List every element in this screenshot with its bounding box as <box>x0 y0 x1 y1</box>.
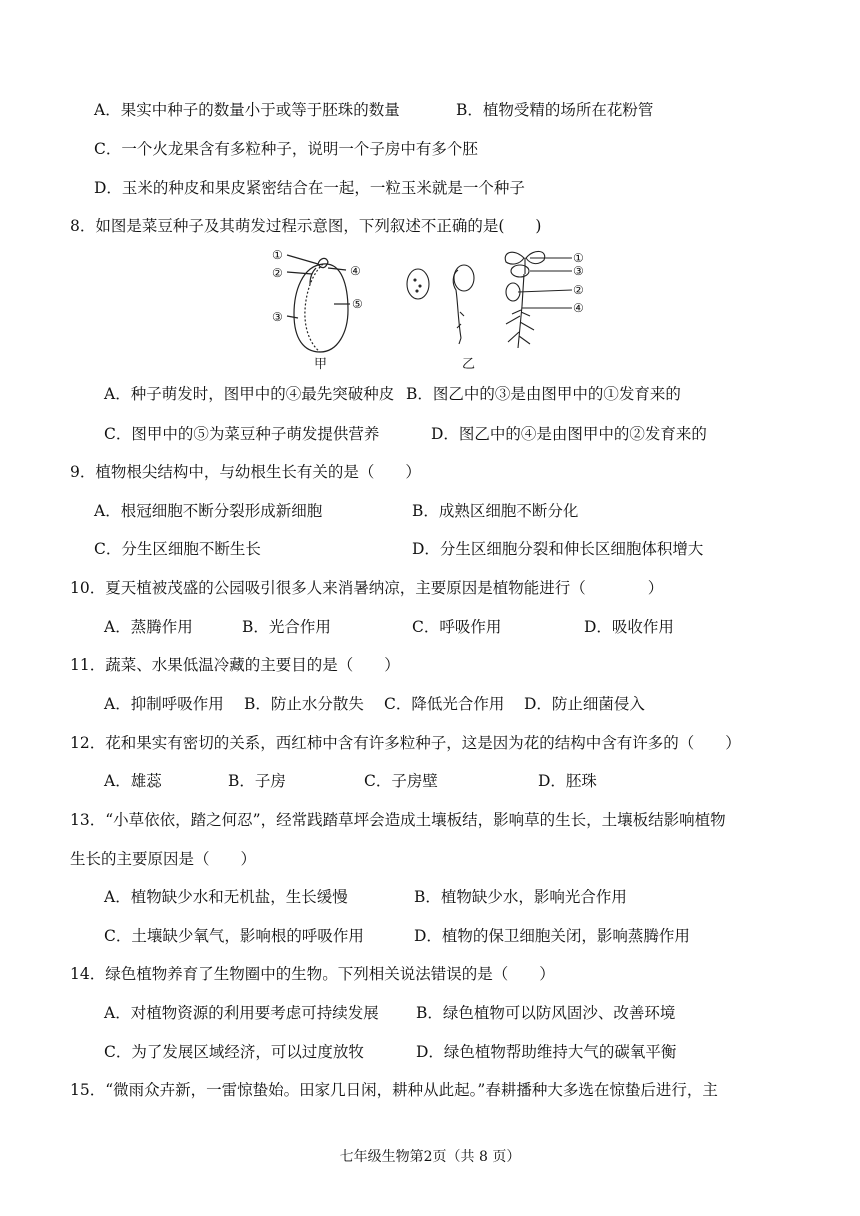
bean-seed-germination-diagram <box>268 244 598 372</box>
figure-yi-stage-2 <box>453 265 474 344</box>
q8-stem: 8．如图是菜豆种子及其萌发过程示意图，下列叙述不正确的是( ) <box>70 217 542 235</box>
q11-option-a: A．抑制呼吸作用 <box>104 695 224 713</box>
q9-option-a: A．根冠细胞不断分裂形成新细胞 <box>94 502 323 520</box>
q11-option-b: B．防止水分散失 <box>244 695 364 713</box>
q12-option-a: A．雄蕊 <box>104 772 162 790</box>
jia-mark-4: ④ <box>350 264 361 278</box>
q7-option-d: D．玉米的种皮和果皮紧密结合在一起，一粒玉米就是一个种子 <box>94 179 525 197</box>
q9-option-c: C．分生区细胞不断生长 <box>94 540 261 558</box>
q8-option-c: C．图甲中的⑤为菜豆种子萌发提供营养 <box>104 425 380 443</box>
figure-label-yi: 乙 <box>462 357 476 372</box>
q10-stem: 10．夏天植被茂盛的公园吸引很多人来消暑纳凉，主要原因是植物能进行（ ） <box>70 579 664 597</box>
q8-option-d: D．图乙中的④是由图甲中的②发育来的 <box>431 425 707 443</box>
q14-stem: 14．绿色植物养育了生物圈中的生物。下列相关说法错误的是（ ） <box>70 965 555 983</box>
q10-option-b: B．光合作用 <box>242 618 331 636</box>
q12-option-d: D．胚珠 <box>538 772 597 790</box>
q11-option-c: C．降低光合作用 <box>384 695 505 713</box>
figure-yi-stage-3 <box>505 251 572 348</box>
q13-stem-line-1: 13．“小草依依，踏之何忍”，经常践踏草坪会造成土壤板结，影响草的生长，土壤板结影响植物 <box>70 811 726 829</box>
q8-option-b: B．图乙中的③是由图甲中的①发育来的 <box>406 385 681 403</box>
jia-mark-3: ③ <box>272 310 283 324</box>
yi-mark-2: ② <box>573 283 584 297</box>
figure-yi-stage-1 <box>407 269 429 299</box>
yi-mark-1: ① <box>573 251 584 265</box>
q13-stem-line-2: 生长的主要原因是（ ） <box>70 850 257 868</box>
q12-option-c: C．子房壁 <box>364 772 438 790</box>
yi-mark-3: ③ <box>573 264 584 278</box>
jia-mark-2: ② <box>272 266 283 280</box>
q8-figure <box>268 244 598 372</box>
q14-option-b: B．绿色植物可以防风固沙、改善环境 <box>416 1004 676 1022</box>
figure-jia-seed <box>287 255 350 352</box>
q7-option-c: C．一个火龙果含有多粒种子，说明一个子房中有多个胚 <box>94 140 478 158</box>
q10-option-c: C．呼吸作用 <box>412 618 502 636</box>
q11-option-d: D．防止细菌侵入 <box>524 695 645 713</box>
q12-stem: 12．花和果实有密切的关系，西红柿中含有许多粒种子，这是因为花的结构中含有许多的（ ） <box>70 734 741 752</box>
q13-option-b: B．植物缺少水，影响光合作用 <box>414 888 627 906</box>
q13-option-d: D．植物的保卫细胞关闭，影响蒸腾作用 <box>414 927 690 945</box>
q15-stem-line-1: 15．“微雨众卉新，一雷惊蛰始。田家几日闲，耕种从此起。”春耕播种大多选在惊蛰后进行，主 <box>70 1081 718 1099</box>
q12-option-b: B．子房 <box>228 772 286 790</box>
q9-option-b: B．成熟区细胞不断分化 <box>412 502 579 520</box>
q9-option-d: D．分生区细胞分裂和伸长区细胞体积增大 <box>412 540 704 558</box>
q7-option-a: A．果实中种子的数量小于或等于胚珠的数量 <box>94 101 400 119</box>
q14-option-c: C．为了发展区域经济，可以过度放牧 <box>104 1043 364 1061</box>
jia-mark-1: ① <box>272 248 283 262</box>
q8-option-a: A．种子萌发时，图甲中的④最先突破种皮 <box>104 385 395 403</box>
q13-option-c: C．土壤缺少氧气，影响根的呼吸作用 <box>104 927 364 945</box>
yi-mark-4: ④ <box>573 301 584 315</box>
jia-mark-5: ⑤ <box>352 297 363 311</box>
q13-option-a: A．植物缺少水和无机盐，生长缓慢 <box>104 888 348 906</box>
figure-label-jia: 甲 <box>314 357 328 372</box>
q7-option-b: B．植物受精的场所在花粉管 <box>456 101 654 119</box>
q10-option-a: A．蒸腾作用 <box>104 618 193 636</box>
q14-option-a: A．对植物资源的利用要考虑可持续发展 <box>104 1004 379 1022</box>
q10-option-d: D．吸收作用 <box>584 618 674 636</box>
page-footer: 七年级生物第2页（共 8 页） <box>339 1149 521 1165</box>
q11-stem: 11．蔬菜、水果低温冷藏的主要目的是（ ） <box>70 656 400 674</box>
q9-stem: 9．植物根尖结构中，与幼根生长有关的是（ ） <box>70 463 421 481</box>
q14-option-d: D．绿色植物帮助维持大气的碳氧平衡 <box>416 1043 677 1061</box>
